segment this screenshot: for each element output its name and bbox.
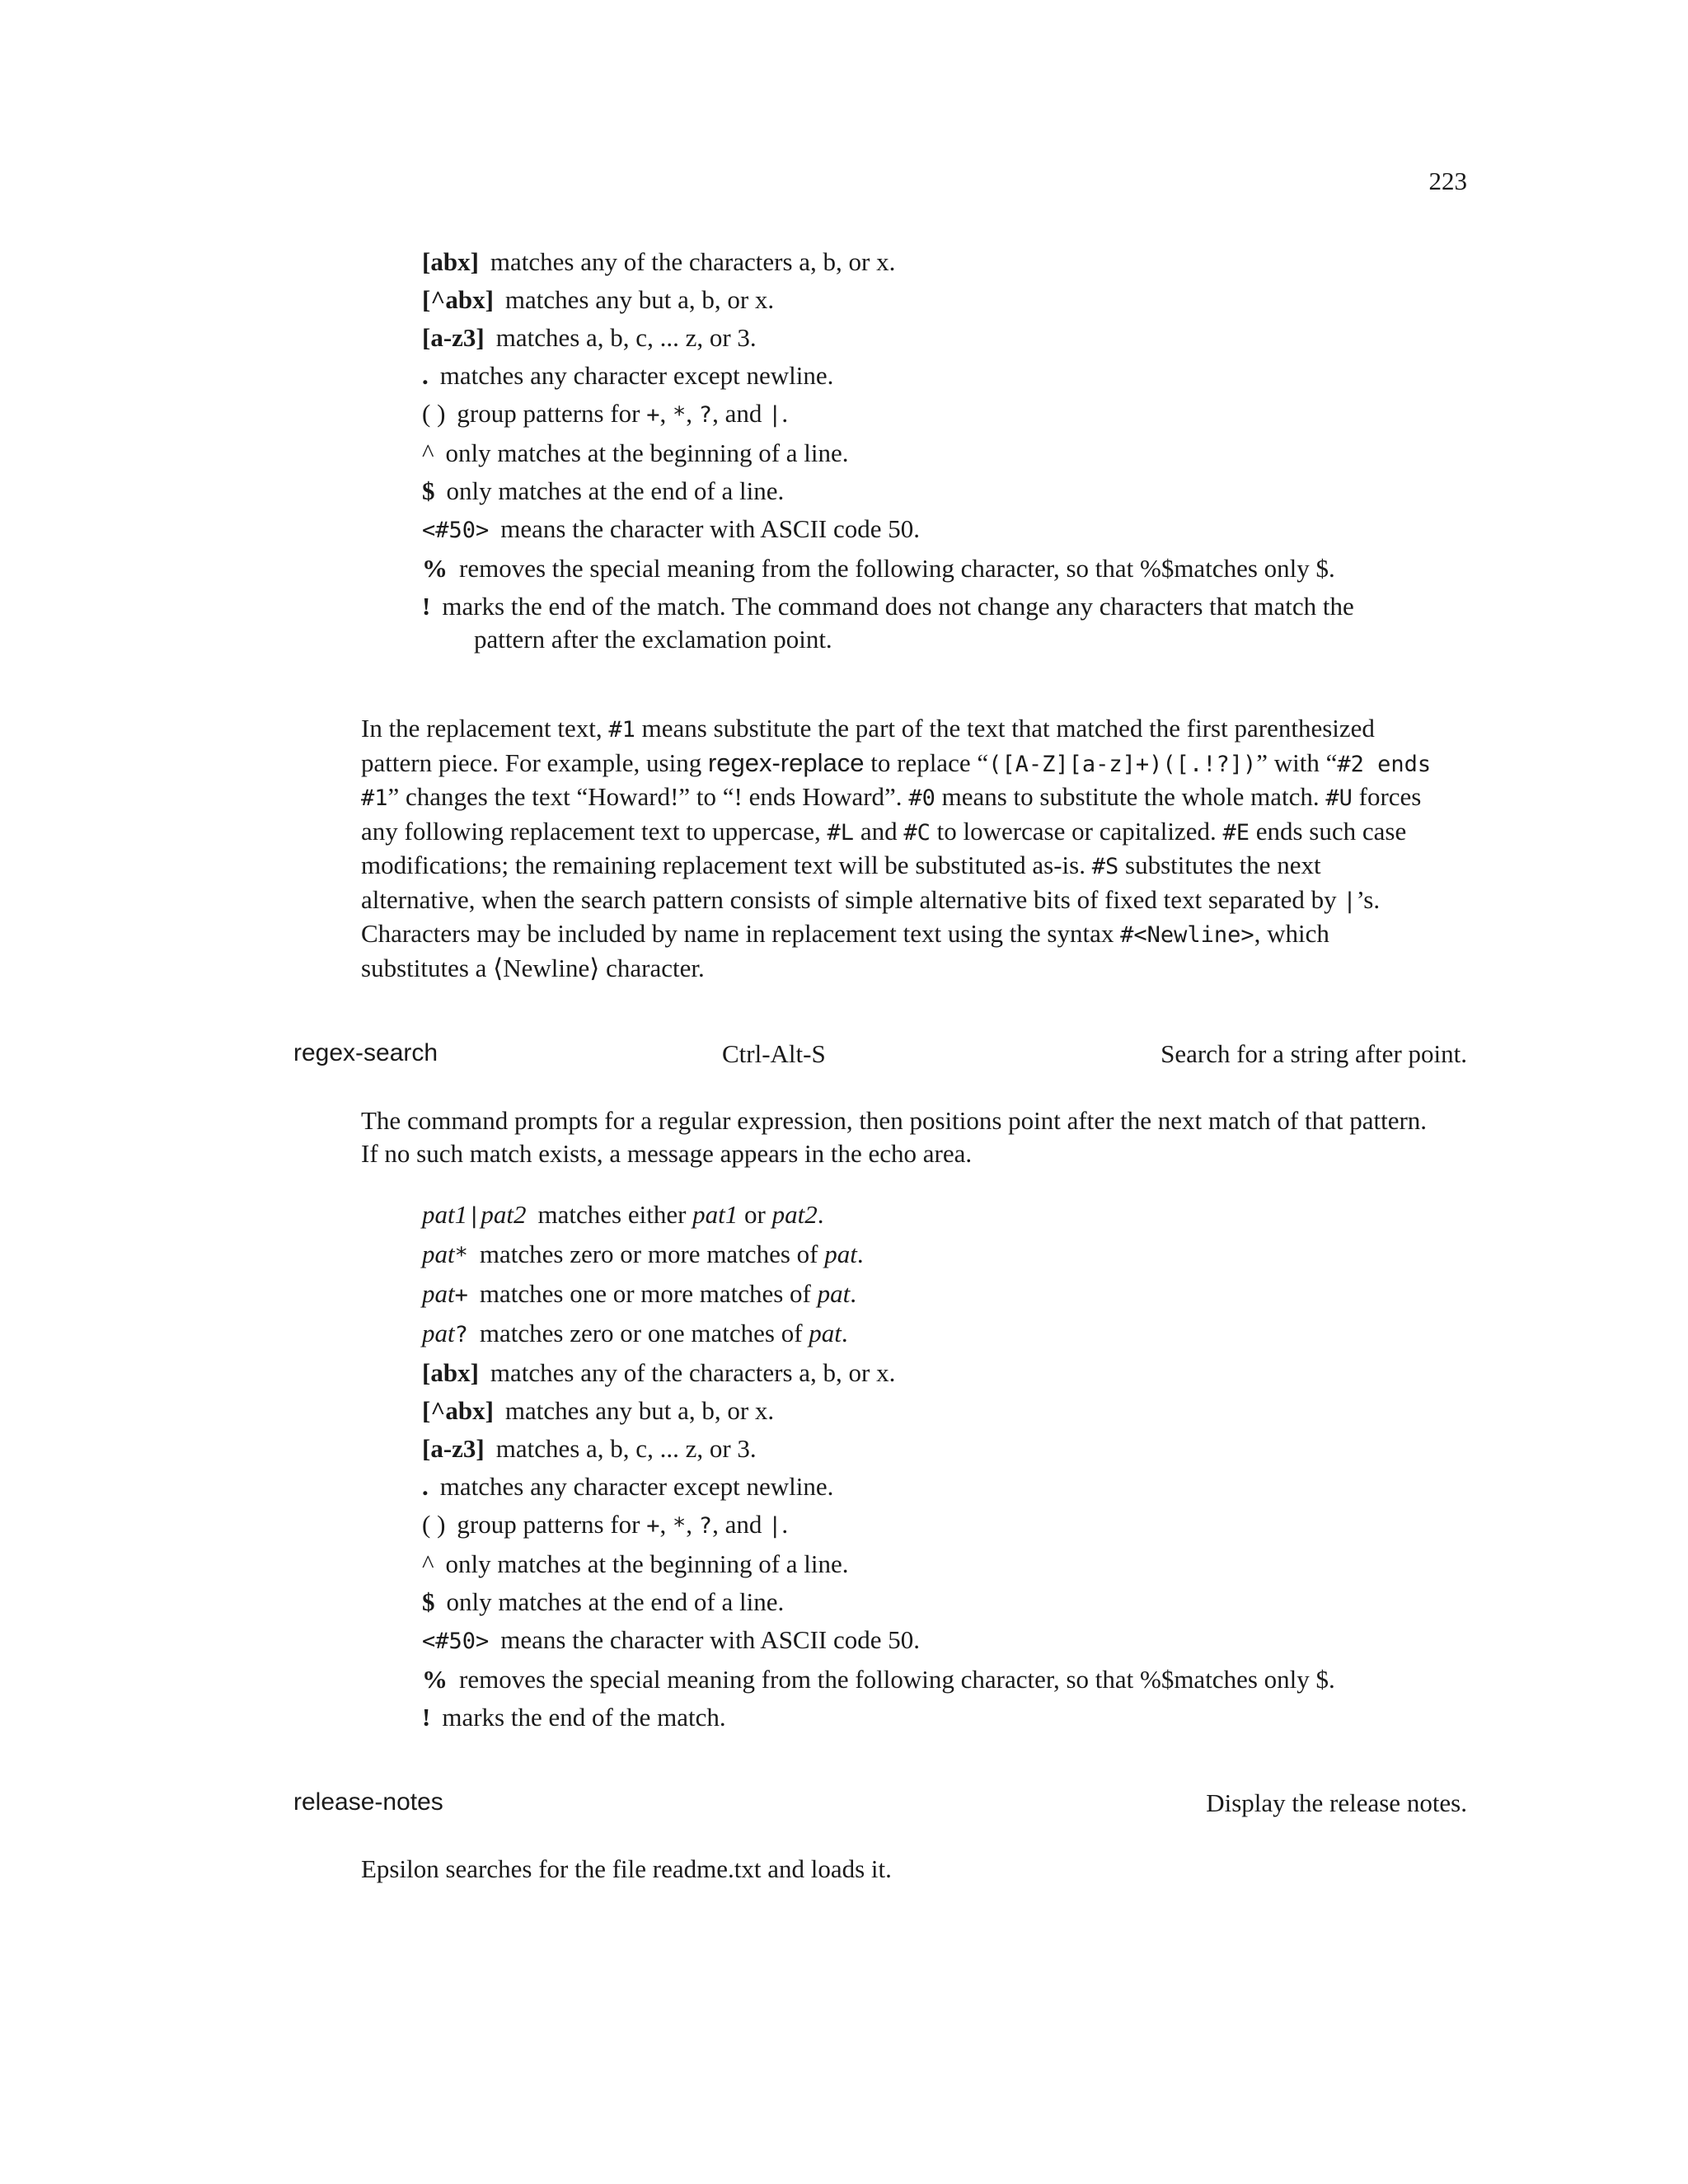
- command-name: regex-replace: [707, 748, 865, 777]
- release-notes-paragraph: Epsilon searches for the file readme.txt and loads it.: [361, 1854, 892, 1883]
- list-item: <#50> means the character with ASCII code 50.: [422, 514, 921, 543]
- list-item: [^abx] matches any but a, b, or x.: [422, 285, 775, 314]
- list-item: [abx] matches any of the characters a, b, or x.: [422, 1358, 896, 1387]
- list-item: ^ only matches at the beginning of a line.: [422, 438, 849, 467]
- regex-syntax-list-bottom: [422, 1198, 1411, 1739]
- list-item: ! marks the end of the match. The command does not change any characters that match the pattern after the exclamation point.: [422, 592, 1354, 654]
- list-item: ! marks the end of the match.: [422, 1703, 726, 1732]
- regex-search-paragraph: The command prompts for a regular expression, then positions point after the next match of that pattern. If no such match exists, a message appears in the echo area.: [361, 1106, 1428, 1168]
- replacement-paragraph: In the replacement text, #1 means substitute the part of the text that matched the first parenthesized pattern piece. For example, using regex-replace to replace “([A-Z][a-z]+)([.!?])” with “#2 ends #1” changes the text “Howard!” to “! ends Howard”. #0 means to substitute the whole match. #U forces any following replacement text to uppercase, #L and #C to lowercase or capitalized. #E ends such case modifications; the remaining replacement text will be substituted as-is. #S substitutes the next alternative, when the search pattern consists of simple alternative bits of fixed text separated by |’s. Characters may be included by name in replacement text using the syntax #<Newline>, which substitutes a ⟨Newline⟩ character.: [361, 714, 1432, 982]
- list-item: % removes the special meaning from the following character, so that %$matches only $.: [422, 554, 1335, 583]
- command-name: release-notes: [293, 1788, 443, 1816]
- list-item: $ only matches at the end of a line.: [422, 476, 785, 505]
- list-item: ( ) group patterns for +, *, ?, and |.: [422, 1510, 789, 1539]
- list-item: <#50> means the character with ASCII code 50.: [422, 1625, 921, 1654]
- list-item: . matches any character except newline.: [422, 361, 834, 390]
- page-number: 223: [1428, 166, 1467, 195]
- list-item: [a-z3] matches a, b, c, ... z, or 3.: [422, 1434, 757, 1463]
- command-summary: Display the release notes.: [1206, 1788, 1467, 1817]
- list-item: pat+ matches one or more matches of pat.: [422, 1279, 857, 1308]
- list-item: ( ) group patterns for +, *, ?, and |.: [422, 399, 789, 428]
- list-item: [a-z3] matches a, b, c, ... z, or 3.: [422, 323, 757, 352]
- list-item: pat* matches zero or more matches of pat.: [422, 1240, 864, 1268]
- list-item: [^abx] matches any but a, b, or x.: [422, 1396, 775, 1425]
- list-item: ^ only matches at the beginning of a line.: [422, 1549, 849, 1578]
- regex-syntax-list-top: [422, 246, 1411, 661]
- command-header-regex-search: [293, 1039, 1467, 1072]
- command-header-release-notes: [293, 1788, 1467, 1821]
- command-summary: Search for a string after point.: [1160, 1039, 1467, 1068]
- list-item: $ only matches at the end of a line.: [422, 1587, 785, 1616]
- command-name: regex-search: [293, 1039, 438, 1066]
- list-item: pat? matches zero or one matches of pat.: [422, 1319, 848, 1347]
- list-item: . matches any character except newline.: [422, 1472, 834, 1501]
- list-item: pat1|pat2 matches either pat1 or pat2.: [422, 1200, 824, 1229]
- list-item: % removes the special meaning from the following character, so that %$matches only $.: [422, 1665, 1335, 1694]
- key-binding: Ctrl-Alt-S: [722, 1039, 826, 1068]
- list-item: [abx] matches any of the characters a, b, or x.: [422, 247, 896, 276]
